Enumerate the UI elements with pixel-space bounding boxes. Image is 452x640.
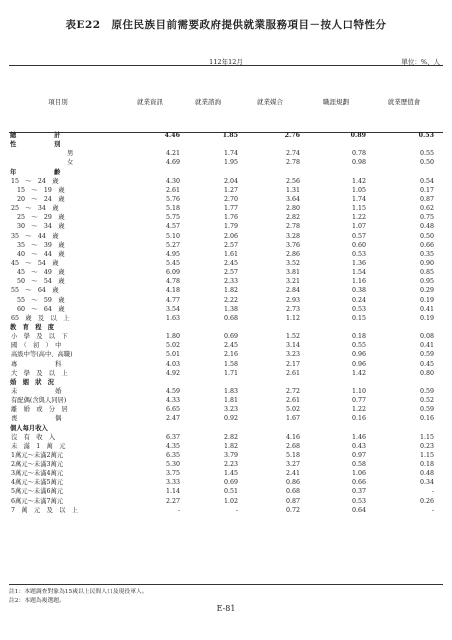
table-cell: 3.75 <box>165 470 180 478</box>
table-cell: 1.83 <box>223 387 238 395</box>
table-row <box>9 387 443 396</box>
table-cell: 1.02 <box>223 497 238 505</box>
table-cell: 0.96 <box>351 360 366 368</box>
table-cell: 1.15 <box>419 433 434 441</box>
table-cell: 0.92 <box>223 415 238 423</box>
table-cell: 1.54 <box>351 269 366 277</box>
table-cell: 0.59 <box>419 351 434 359</box>
table-row <box>9 360 443 369</box>
footnote-2: 註2：本題為複選題。 <box>9 598 65 604</box>
table-cell: 1.07 <box>351 223 366 231</box>
table-cell: 6.09 <box>165 269 180 277</box>
table-cell: 2.45 <box>223 342 238 350</box>
table-row <box>9 478 443 487</box>
table-cell: 2.57 <box>223 241 238 249</box>
table-cell: 0.45 <box>419 360 434 368</box>
table-row <box>9 414 443 423</box>
table-cell: 3.28 <box>285 232 300 240</box>
table-cell: 4.16 <box>285 433 300 441</box>
table-cell: 2.70 <box>223 195 238 203</box>
table-cell: 0.58 <box>351 461 366 469</box>
table-cell: 0.50 <box>419 232 434 240</box>
row-label: 55 ～ 59 歲 <box>17 296 65 304</box>
table-row <box>9 186 443 195</box>
table-cell: 1.61 <box>223 250 238 258</box>
table-cell: 6.35 <box>165 451 180 459</box>
table-row <box>9 305 443 314</box>
data-table <box>9 131 443 515</box>
table-row <box>9 314 443 323</box>
table-cell: 1.45 <box>223 470 238 478</box>
table-cell: 4.92 <box>165 369 180 377</box>
table-cell: 3.76 <box>285 241 300 249</box>
table-cell: 0.18 <box>351 333 366 341</box>
row-label: 35 ～ 44 歲 <box>11 232 59 240</box>
footnote-1: 註1：本題調查對象為15歲以上民間人口及現役軍人。 <box>9 589 148 595</box>
table-row <box>9 140 443 149</box>
table-cell: 1.85 <box>222 132 238 139</box>
table-cell: 1.15 <box>351 205 366 213</box>
header-job-matching: 就業媒合 <box>257 98 283 106</box>
page-number: E-81 <box>216 604 236 613</box>
table-cell: 0.52 <box>419 397 434 405</box>
table-cell: 2.93 <box>285 296 300 304</box>
table-cell: 0.87 <box>285 497 300 505</box>
table-cell: 0.80 <box>419 369 434 377</box>
table-cell: 2.86 <box>285 250 300 258</box>
table-cell: 0.59 <box>419 406 434 414</box>
table-cell: 4.59 <box>165 387 180 395</box>
row-label: 個人每月收入 <box>10 424 48 432</box>
table-cell: 2.22 <box>223 296 238 304</box>
table-cell: 0.16 <box>419 415 434 423</box>
table-cell: 0.54 <box>419 177 434 185</box>
table-cell: 1.80 <box>165 333 180 341</box>
table-row <box>9 213 443 222</box>
row-label: 25 ～ 29 歲 <box>17 214 65 222</box>
table-cell: 0.85 <box>419 269 434 277</box>
table-cell: 4.95 <box>165 250 180 258</box>
row-label: 男 <box>67 150 74 158</box>
row-label: 6萬元～未滿7萬元 <box>11 497 64 505</box>
table-row <box>9 149 443 158</box>
table-cell: 3.23 <box>223 406 238 414</box>
table-cell: 0.95 <box>419 278 434 286</box>
table-cell: 1.10 <box>351 387 366 395</box>
table-cell: 0.60 <box>351 241 366 249</box>
row-label: 婚 姻 狀 況 <box>10 378 55 386</box>
table-cell: 0.87 <box>419 195 434 203</box>
table-cell: 0.41 <box>419 305 434 313</box>
table-cell: 5.18 <box>165 205 180 213</box>
row-label: 國 （ 初 ） 中 <box>11 342 62 350</box>
table-cell: 1.76 <box>223 214 238 222</box>
table-cell: 1.38 <box>223 305 238 313</box>
table-cell: 2.33 <box>223 278 238 286</box>
table-cell: 1.67 <box>285 415 300 423</box>
row-label: 25 ～ 34 歲 <box>11 205 59 213</box>
table-cell: 2.76 <box>284 132 300 139</box>
table-cell: 3.52 <box>285 259 300 267</box>
row-label: 未 婚 <box>11 387 62 395</box>
table-cell: 1.42 <box>351 369 366 377</box>
row-label: 45 ～ 54 歲 <box>11 259 59 267</box>
table-cell: 0.18 <box>419 461 434 469</box>
table-cell: 1.74 <box>223 150 238 158</box>
table-cell: 5.30 <box>165 461 180 469</box>
row-label: 有配偶(含與人同居) <box>11 397 67 405</box>
table-cell: 1.82 <box>223 287 238 295</box>
table-cell: 0.97 <box>351 451 366 459</box>
header-career-planning: 職涯規劃 <box>323 98 349 106</box>
table-cell: 5.27 <box>165 241 180 249</box>
row-label: 1萬元～未滿2萬元 <box>11 451 64 459</box>
table-cell: 2.82 <box>285 214 300 222</box>
table-cell: 1.15 <box>419 451 434 459</box>
table-cell: 0.53 <box>351 497 366 505</box>
table-cell: 2.17 <box>285 360 300 368</box>
table-cell: 0.90 <box>419 259 434 267</box>
row-label: 35 ～ 39 歲 <box>17 241 65 249</box>
table-cell: 0.16 <box>351 415 366 423</box>
table-cell: 1.71 <box>223 369 238 377</box>
table-cell: 3.33 <box>165 479 180 487</box>
table-row <box>9 378 443 387</box>
table-cell: 1.16 <box>351 278 366 286</box>
row-label: 小 學 及 以 下 <box>11 333 68 341</box>
table-cell: 1.95 <box>223 159 238 167</box>
table-row <box>9 396 443 405</box>
table-cell: 0.78 <box>351 150 366 158</box>
table-cell: 0.23 <box>419 442 434 450</box>
table-cell: 1.42 <box>351 177 366 185</box>
table-row <box>9 350 443 359</box>
table-cell: 2.74 <box>285 150 300 158</box>
table-cell: 2.78 <box>285 223 300 231</box>
table-cell: 4.77 <box>165 296 180 304</box>
table-row <box>9 241 443 250</box>
row-label: 年 齡 <box>10 168 61 176</box>
row-label: 40 ～ 44 歲 <box>17 250 65 258</box>
table-row <box>9 341 443 350</box>
row-label: 2萬元～未滿3萬元 <box>11 461 64 469</box>
table-cell: 4.57 <box>165 223 180 231</box>
survey-period: 112年12月 <box>209 58 243 66</box>
table-cell: 0.53 <box>351 305 366 313</box>
table-cell: 2.06 <box>223 232 238 240</box>
table-cell: 0.15 <box>351 314 366 322</box>
table-cell: 0.89 <box>350 132 366 139</box>
table-cell: 2.45 <box>223 259 238 267</box>
table-cell: 1.82 <box>223 442 238 450</box>
table-cell: 1.05 <box>351 186 366 194</box>
table-cell: 6.37 <box>165 433 180 441</box>
table-cell: 1.06 <box>351 470 366 478</box>
table-cell: - <box>431 488 434 496</box>
table-cell: 4.78 <box>165 278 180 286</box>
table-row <box>9 204 443 213</box>
table-cell: 1.22 <box>351 214 366 222</box>
table-row <box>9 250 443 259</box>
table-row <box>9 268 443 277</box>
row-label: 教 育 程 度 <box>10 323 55 331</box>
row-label: 45 ～ 49 歲 <box>17 269 65 277</box>
table-cell: 5.10 <box>165 232 180 240</box>
table-cell: 0.55 <box>351 342 366 350</box>
table-cell: 0.51 <box>223 488 238 496</box>
table-cell: 3.14 <box>285 342 300 350</box>
table-cell: 0.34 <box>419 479 434 487</box>
table-cell: 2.80 <box>285 205 300 213</box>
table-cell: 0.62 <box>419 205 434 213</box>
row-label: 3萬元～未滿4萬元 <box>11 470 64 478</box>
table-cell: 1.27 <box>223 186 238 194</box>
table-cell: 0.19 <box>419 314 434 322</box>
table-cell: 0.29 <box>419 287 434 295</box>
table-cell: 2.73 <box>285 305 300 313</box>
unit-label: 單位：%、人 <box>401 58 440 66</box>
table-cell: 4.18 <box>165 287 180 295</box>
header-job-fair: 就業歷值會 <box>387 98 421 106</box>
table-row <box>9 232 443 241</box>
table-row <box>9 506 443 515</box>
table-cell: 2.04 <box>223 177 238 185</box>
table-cell: 0.68 <box>285 488 300 496</box>
row-label: 15 ～ 24 歲 <box>11 177 59 185</box>
table-cell: 2.61 <box>285 369 300 377</box>
table-cell: 3.21 <box>285 278 300 286</box>
table-cell: 3.54 <box>165 305 180 313</box>
table-cell: 0.96 <box>351 351 366 359</box>
table-cell: - <box>235 506 238 514</box>
table-row <box>9 277 443 286</box>
table-cell: 0.69 <box>223 479 238 487</box>
table-row <box>9 460 443 469</box>
table-row <box>9 177 443 186</box>
table-cell: 2.68 <box>285 442 300 450</box>
table-cell: 2.27 <box>165 497 180 505</box>
table-row <box>9 369 443 378</box>
table-row <box>9 323 443 332</box>
table-cell: 0.98 <box>351 159 366 167</box>
table-cell: 0.53 <box>351 250 366 258</box>
table-cell: - <box>431 506 434 514</box>
table-cell: 0.50 <box>419 159 434 167</box>
table-cell: 0.66 <box>419 241 434 249</box>
table-cell: 2.61 <box>165 186 180 194</box>
table-cell: 4.46 <box>164 132 180 139</box>
row-label: 30 ～ 34 歲 <box>17 223 65 231</box>
table-row <box>9 487 443 496</box>
table-row <box>9 497 443 506</box>
row-label: 喪 偶 <box>11 415 62 423</box>
table-cell: 2.72 <box>285 387 300 395</box>
table-cell: 1.58 <box>223 360 238 368</box>
table-cell: 4.69 <box>165 159 180 167</box>
row-label: 15 ～ 19 歲 <box>17 186 65 194</box>
table-row <box>9 286 443 295</box>
table-cell: 2.57 <box>223 269 238 277</box>
table-cell: 2.82 <box>223 433 238 441</box>
table-cell: 0.26 <box>419 497 434 505</box>
table-row <box>9 451 443 460</box>
table-cell: 5.02 <box>285 406 300 414</box>
table-cell: 0.77 <box>351 397 366 405</box>
row-label: 55 ～ 64 歲 <box>11 287 59 295</box>
table-cell: 6.65 <box>165 406 180 414</box>
row-label: 60 ～ 64 歲 <box>17 305 65 313</box>
table-cell: 4.21 <box>165 150 180 158</box>
table-cell: 0.38 <box>351 287 366 295</box>
table-row <box>9 168 443 177</box>
table-row <box>9 296 443 305</box>
table-cell: 0.53 <box>418 132 434 139</box>
table-cell: 2.16 <box>223 351 238 359</box>
table-cell: 0.41 <box>419 342 434 350</box>
table-cell: 2.84 <box>285 287 300 295</box>
table-cell: 1.77 <box>223 205 238 213</box>
row-label: 性 別 <box>10 141 61 149</box>
row-label: 大 學 及 以 上 <box>11 369 68 377</box>
table-cell: 2.47 <box>165 415 180 423</box>
table-cell: 1.74 <box>351 195 366 203</box>
table-cell: 0.55 <box>419 150 434 158</box>
table-cell: 2.41 <box>285 470 300 478</box>
table-cell: 5.01 <box>165 351 180 359</box>
table-cell: 0.69 <box>223 333 238 341</box>
row-label: 7 萬 元 及 以 上 <box>11 506 78 514</box>
table-cell: 4.03 <box>165 360 180 368</box>
table-cell: 1.12 <box>285 314 300 322</box>
table-cell: 0.72 <box>285 506 300 514</box>
table-cell: 2.78 <box>285 159 300 167</box>
row-label: 沒 有 收 入 <box>11 433 56 441</box>
table-cell: 0.17 <box>419 186 434 194</box>
table-cell: 5.76 <box>165 195 180 203</box>
table-title: 表E22 原住民族目前需要政府提供就業服務項目－按人口特性分 <box>65 19 387 31</box>
row-label: 20 ～ 24 歲 <box>17 195 65 203</box>
table-cell: 0.08 <box>419 333 434 341</box>
table-cell: 3.64 <box>285 195 300 203</box>
table-cell: 4.33 <box>165 397 180 405</box>
table-row <box>9 405 443 414</box>
table-cell: 1.46 <box>351 433 366 441</box>
table-cell: 2.56 <box>285 177 300 185</box>
table-cell: 1.81 <box>223 397 238 405</box>
row-label: 專 科 <box>11 360 62 368</box>
table-bottom-rule <box>9 584 443 585</box>
table-row <box>9 433 443 442</box>
table-cell: 1.36 <box>351 259 366 267</box>
table-row <box>9 259 443 268</box>
row-label: 離 婚 或 分 居 <box>11 406 68 414</box>
table-cell: 0.75 <box>419 214 434 222</box>
table-cell: 1.22 <box>351 406 366 414</box>
row-label: 4萬元～未滿5萬元 <box>11 479 64 487</box>
row-label: 高級中等(高中、高職) <box>11 351 73 359</box>
row-label: 50 ～ 54 歲 <box>17 278 65 286</box>
table-cell: 2.23 <box>223 461 238 469</box>
table-cell: 5.18 <box>285 451 300 459</box>
table-cell: 4.30 <box>165 177 180 185</box>
table-cell: 3.27 <box>285 461 300 469</box>
table-row <box>9 195 443 204</box>
table-cell: 0.59 <box>419 387 434 395</box>
table-row <box>9 131 443 140</box>
table-cell: 0.24 <box>351 296 366 304</box>
table-row <box>9 222 443 231</box>
table-cell: 3.23 <box>285 351 300 359</box>
table-cell: 4.35 <box>165 442 180 450</box>
row-label: 未 滿 1 萬 元 <box>11 442 66 450</box>
table-cell: 1.79 <box>223 223 238 231</box>
row-label: 65 歲 及 以 上 <box>11 314 70 322</box>
table-cell: 0.19 <box>419 296 434 304</box>
table-row <box>9 424 443 433</box>
table-cell: 0.37 <box>351 488 366 496</box>
table-cell: 0.68 <box>223 314 238 322</box>
table-cell: 0.48 <box>419 470 434 478</box>
table-cell: 0.43 <box>351 442 366 450</box>
row-label: 女 <box>67 159 74 167</box>
table-cell: 0.57 <box>351 232 366 240</box>
table-row <box>9 332 443 341</box>
table-cell: 5.02 <box>165 342 180 350</box>
table-cell: 1.63 <box>165 314 180 322</box>
table-cell: 3.81 <box>285 269 300 277</box>
table-cell: 0.35 <box>419 250 434 258</box>
table-cell: 2.61 <box>285 397 300 405</box>
header-job-info: 就業資訊 <box>137 98 163 106</box>
table-cell: 0.86 <box>285 479 300 487</box>
table-row <box>9 158 443 167</box>
table-cell: 0.64 <box>351 506 366 514</box>
table-cell: 1.14 <box>165 488 180 496</box>
table-cell: 1.31 <box>285 186 300 194</box>
table-cell: 5.45 <box>165 259 180 267</box>
table-row <box>9 469 443 478</box>
table-row <box>9 442 443 451</box>
header-job-consult: 就業諮詢 <box>195 98 221 106</box>
table-cell: - <box>177 506 180 514</box>
row-label: 5萬元～未滿6萬元 <box>11 488 64 496</box>
table-cell: 5.75 <box>165 214 180 222</box>
table-cell: 1.52 <box>285 333 300 341</box>
row-label: 總 計 <box>10 132 61 139</box>
table-cell: 0.48 <box>419 223 434 231</box>
table-cell: 3.79 <box>223 451 238 459</box>
header-item: 項目別 <box>48 98 68 106</box>
table-cell: 0.66 <box>351 479 366 487</box>
